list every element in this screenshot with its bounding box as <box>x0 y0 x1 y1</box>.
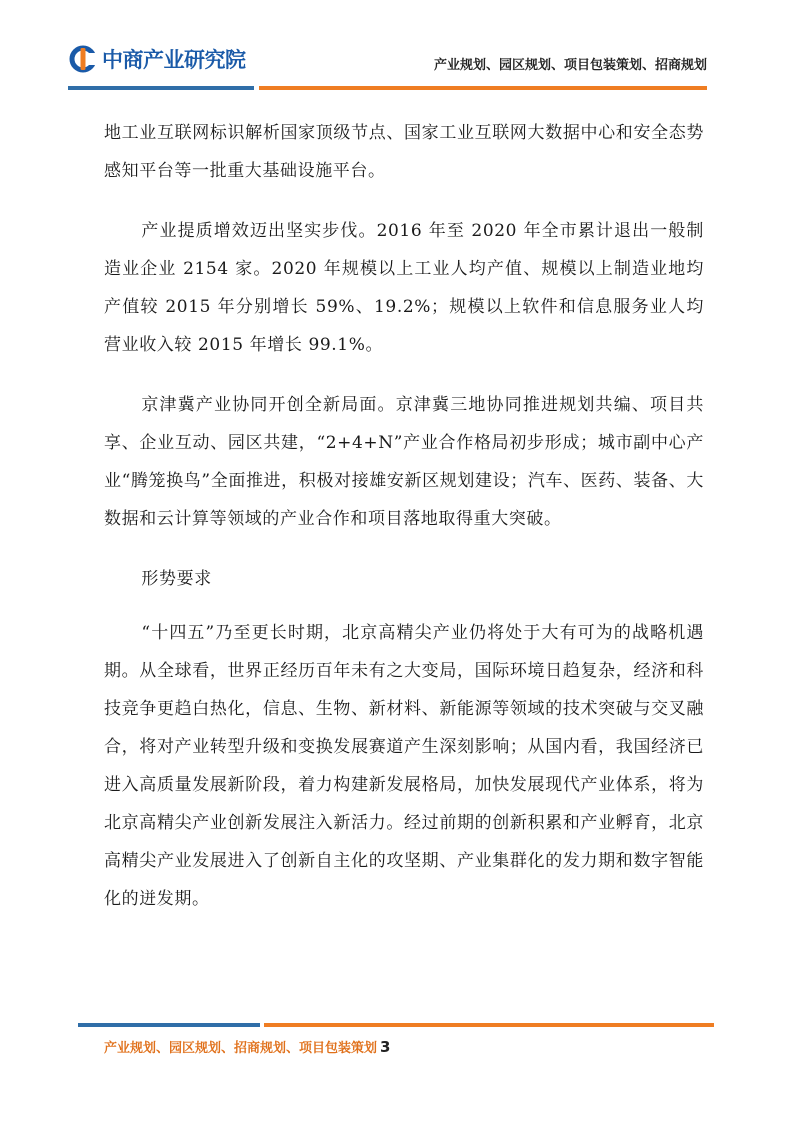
paragraph-outlook: “十四五”乃至更长时期，北京高精尖产业仍将处于大有可为的战略机遇期。从全球看，世界正经历百年未有之大变局，国际环境日趋复杂，经济和科技竞争更趋白热化，信息、生物、新材料、新能源等领域的技术突破与交叉融合，将对产业转型升级和变换发展赛道产生深刻影响；从国内看，我国经济已进入高质量发展新阶段，着力构建新发展格局，加快发展现代产业体系，将为北京高精尖产业创新发展注入新活力。经过前期的创新积累和产业孵育，北京高精尖产业发展进入了创新自主化的攻坚期、产业集群化的发力期和数字智能化的迸发期。 <box>104 623 704 909</box>
header-rule-blue <box>68 86 254 90</box>
footer-tagline: 产业规划、园区规划、招商规划、项目包装策划 <box>104 1041 378 1056</box>
logo-text: 中商产业研究院 <box>102 48 246 72</box>
logo-mark-icon <box>68 44 98 74</box>
footer-rule-blue <box>78 1023 260 1027</box>
section-heading: 形势要求 <box>141 569 212 589</box>
document-body <box>104 114 704 940</box>
paragraph-continuation: 地工业互联网标识解析国家顶级节点、国家工业互联网大数据中心和安全态势感知平台等一批重大基础设施平台。 <box>104 123 704 181</box>
paragraph-jingjinji: 京津冀产业协同开创全新局面。京津冀三地协同推进规划共编、项目共享、企业互动、园区共建，“2+4+N”产业合作格局初步形成；城市副中心产业“腾笼换鸟”全面推进，积极对接雄安新区规划建设；汽车、医药、装备、大数据和云计算等领域的产业合作和项目落地取得重大突破。 <box>104 395 704 529</box>
page-footer <box>104 1037 390 1056</box>
paragraph-industry-quality: 产业提质增效迈出坚实步伐。2016 年至 2020 年全市累计退出一般制造业企业 2154 家。2020 年规模以上工业人均产值、规模以上制造业地均产值较 2015 年分别增长 59%、19.2%；规模以上软件和信息服务业人均营业收入较 2015 年增长 99.1%。 <box>104 221 704 355</box>
header-rule-orange <box>259 86 707 90</box>
header-tagline: 产业规划、园区规划、项目包装策划、招商规划 <box>433 58 707 73</box>
company-logo <box>68 44 246 74</box>
page-header <box>0 0 793 100</box>
page-number: 3 <box>380 1038 391 1056</box>
footer-rule-orange <box>264 1023 714 1027</box>
